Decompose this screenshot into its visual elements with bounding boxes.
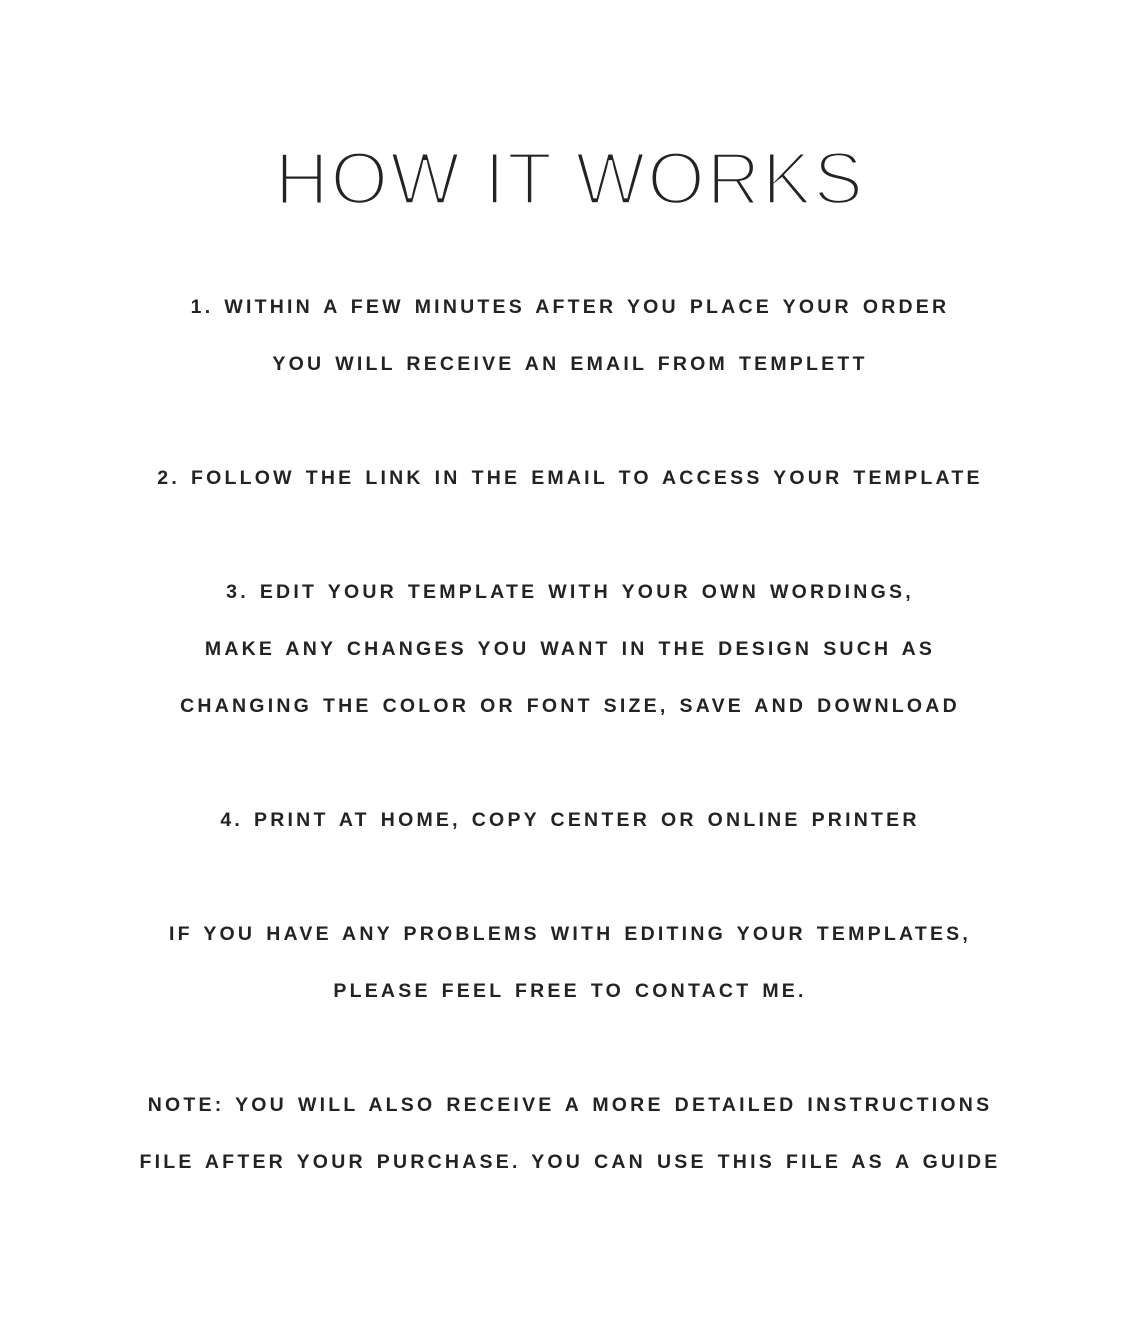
instructions	[0, 279, 1140, 1191]
contact-note	[0, 906, 1140, 1020]
step-2	[0, 450, 1140, 507]
instruction-line: PLEASE FEEL FREE TO CONTACT ME.	[333, 980, 807, 1002]
step-3	[0, 564, 1140, 735]
title-block	[0, 0, 1140, 230]
instruction-line: 1. WITHIN A FEW MINUTES AFTER YOU PLACE YOUR ORDER	[190, 296, 950, 318]
instruction-line: 2. FOLLOW THE LINK IN THE EMAIL TO ACCESS YOUR TEMPLATE	[157, 467, 983, 489]
instruction-line: IF YOU HAVE ANY PROBLEMS WITH EDITING YOUR TEMPLATES,	[168, 923, 972, 945]
step-4	[0, 792, 1140, 849]
instruction-line: FILE AFTER YOUR PURCHASE. YOU CAN USE THIS FILE AS A GUIDE	[139, 1151, 1001, 1173]
instruction-line: YOU WILL RECEIVE AN EMAIL FROM TEMPLETT	[272, 353, 868, 375]
instruction-line: NOTE: YOU WILL ALSO RECEIVE A MORE DETAILED INSTRUCTIONS	[147, 1094, 993, 1116]
page-title: HOW IT WORKS	[275, 137, 865, 220]
instruction-line: 4. PRINT AT HOME, COPY CENTER OR ONLINE PRINTER	[220, 809, 920, 831]
instruction-line: 3. EDIT YOUR TEMPLATE WITH YOUR OWN WORDINGS,	[226, 581, 914, 603]
instruction-line: MAKE ANY CHANGES YOU WANT IN THE DESIGN SUCH AS	[204, 638, 936, 660]
instruction-line: CHANGING THE COLOR OR FONT SIZE, SAVE AND DOWNLOAD	[180, 695, 960, 717]
step-1	[0, 279, 1140, 393]
guide-note	[0, 1077, 1140, 1191]
